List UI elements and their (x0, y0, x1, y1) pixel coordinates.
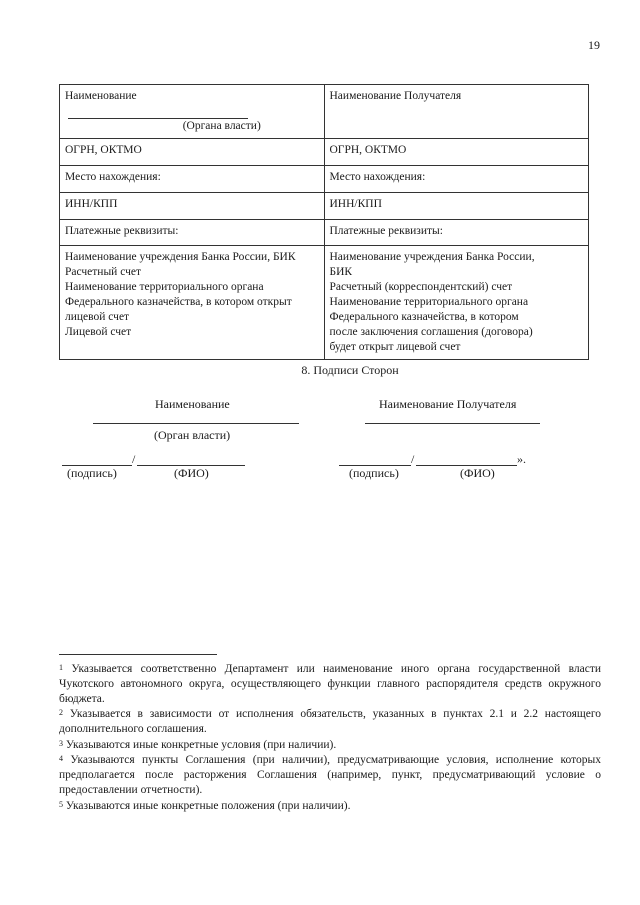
bank-line: Расчетный (корреспондентский) счет (329, 281, 513, 293)
footnote-text: Указываются пункты Соглашения (при наличии), предусматривающие условия, исполнение которых предполагается после расторжения Соглашения (например, пункт, предусматривающий условие о предоставлении отчетности). (59, 754, 601, 796)
recipient-bank-details-cell (324, 246, 589, 360)
bank-line: лицевой счет (65, 311, 130, 323)
bank-line: Наименование территориального органа (65, 281, 264, 293)
bank-line: Наименование учреждения Банка России, БИК (65, 251, 296, 263)
right-fio-label: (ФИО) (460, 466, 495, 480)
footnote-number: 1 (59, 663, 63, 672)
footnote-text: Указывается соответственно Департамент или наименование иного органа государственной власти Чукотского автономного округа, осуществляющего функции главного распорядителя средств окружного бюджета. (59, 663, 602, 705)
footnote-number: 4 (59, 754, 63, 763)
recipient-payment-cell: Платежные реквизиты: (324, 220, 589, 246)
bank-line: Лицевой счет (65, 326, 132, 338)
right-sign-label: (подпись) (349, 466, 399, 480)
table-row (60, 193, 589, 220)
footnote-4 (59, 753, 601, 798)
left-org-label: (Орган власти) (154, 428, 231, 442)
grantor-inn-cell: ИНН/КПП (60, 193, 325, 220)
left-sign-label: (подпись) (67, 466, 117, 480)
left-slash: / (132, 452, 136, 466)
footnote-2 (59, 707, 601, 737)
bank-line: Федерального казначейства, в котором (329, 311, 519, 323)
recipient-inn-cell: ИНН/КПП (324, 193, 589, 220)
right-closing-quote: ». (517, 452, 526, 466)
recipient-address-cell: Место нахождения: (324, 166, 589, 193)
recipient-ogrn-cell: ОГРН, ОКТМО (324, 139, 589, 166)
bank-line: Федерального казначейства, в котором открыт (65, 296, 292, 308)
left-name-line (93, 423, 299, 424)
bank-line: Расчетный счет (65, 266, 141, 278)
left-signatory-name: Наименование (155, 397, 230, 411)
right-name-line (365, 423, 540, 424)
footnote-text: Указывается в зависимости от исполнения обязательств, указанных в пунктах 2.1 и 2.2 настоящего дополнительного соглашения. (59, 708, 602, 735)
bank-line: после заключения соглашения (договора) (329, 326, 533, 338)
recipient-name-cell: Наименование Получателя (324, 85, 589, 139)
footnote-number: 5 (59, 800, 63, 809)
section-title: 8. Подписи Сторон (301, 363, 399, 377)
footnote-text: Указываются иные конкретные положения (при наличии). (65, 800, 351, 812)
bank-line: Наименование территориального органа (329, 296, 529, 308)
bank-line: будет открыт лицевой счет (329, 341, 461, 353)
bank-line: БИК (329, 266, 353, 278)
grantor-name-sublabel: (Органа власти) (182, 120, 261, 132)
footnote-5 (59, 799, 601, 814)
left-fio-label: (ФИО) (174, 466, 209, 480)
grantor-bank-details-cell (60, 246, 325, 360)
table-row (60, 166, 589, 193)
table-row (60, 85, 589, 139)
grantor-name-label: Наименование (65, 90, 137, 102)
grantor-address-cell: Место нахождения: (60, 166, 325, 193)
right-signatory-name: Наименование Получателя (379, 397, 517, 411)
footnote-number: 2 (59, 708, 63, 717)
right-slash: / (411, 452, 415, 466)
grantor-ogrn-cell: ОГРН, ОКТМО (60, 139, 325, 166)
footnote-number: 3 (59, 739, 63, 748)
table-row (60, 220, 589, 246)
grantor-name-blank (68, 106, 248, 119)
table-row (60, 246, 589, 360)
grantor-name-cell (60, 85, 325, 139)
footnote-text: Указываются иные конкретные условия (при наличии). (65, 739, 337, 751)
page-number: 19 (588, 38, 600, 52)
footnote-separator (59, 654, 217, 655)
footnote-3 (59, 738, 601, 753)
requisites-table (59, 84, 589, 360)
bank-line: Наименование учреждения Банка России, (329, 251, 535, 263)
footnote-1 (59, 662, 601, 707)
table-row (60, 139, 589, 166)
grantor-payment-cell: Платежные реквизиты: (60, 220, 325, 246)
